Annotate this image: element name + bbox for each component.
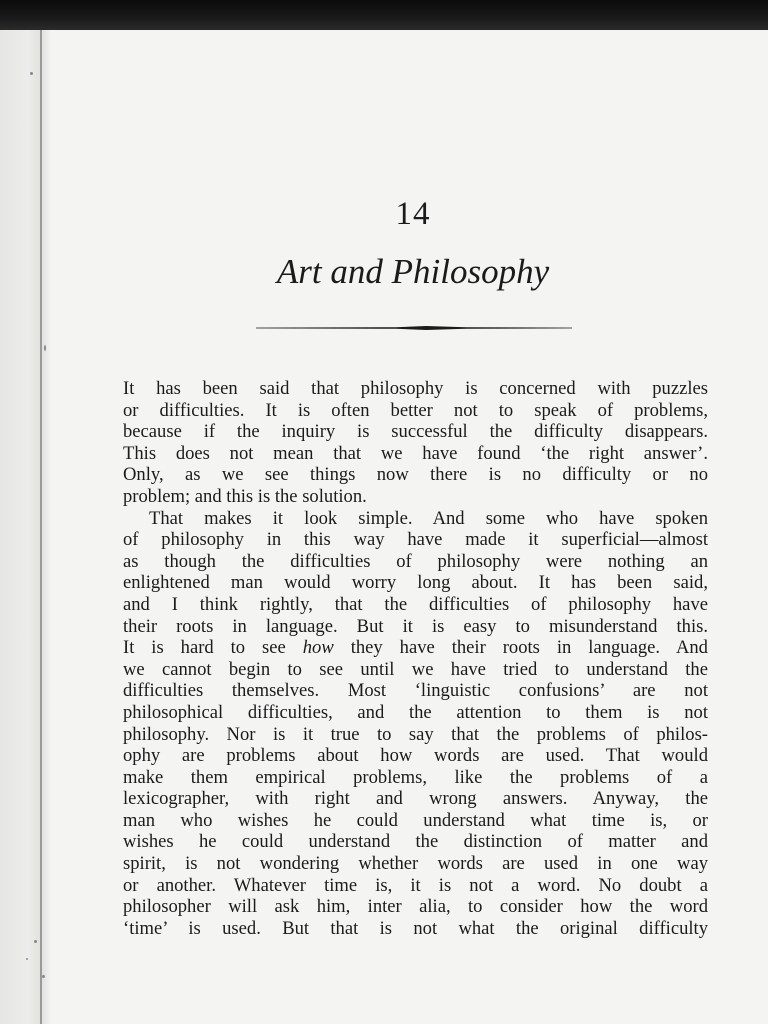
text-fragment: they have their roots in language. And [333,637,708,659]
emphasis-how: how [302,637,334,659]
text-line: problem; and this is the solution. [123,485,367,507]
book-gutter [0,30,40,1024]
text-fragment: It is hard to see [123,637,286,659]
text-line: philosopher will ask him, inter alia, to consider how the word [123,896,708,918]
chapter-title: Art and Philosophy [276,252,550,291]
text-line: make them empirical problems, like the problems of a [123,766,708,788]
text-line: This does not mean that we have found ‘the right answer’. [123,442,708,464]
text-line: wishes he could understand the distinction of matter and [123,831,708,853]
scanner-top-edge [0,0,768,30]
text-line: difficulties themselves. Most ‘linguistic confusions’ are not [123,680,708,702]
text-line: It has been said that philosophy is concerned with puzzles [123,378,708,399]
scan-speck [30,72,33,75]
paragraph-2 [123,508,708,940]
chapter-number: 14 [395,196,431,232]
text-line: man who wishes he could understand what time is, or [123,809,708,831]
text-line: because if the inquiry is successful the difficulty disappears. [123,421,708,443]
book-page [42,30,768,1024]
text-line: philosophical difficulties, and the attention to them is not [123,701,708,723]
text-line: lexicographer, with right and wrong answers. Anyway, the [123,788,708,810]
text-line: as though the difficulties of philosophy were nothing an [123,550,708,572]
text-line: and I think rightly, that the difficulties of philosophy have [123,593,708,615]
text-line: enlightened man would worry long about. It has been said, [123,572,708,594]
text-line: ‘time’ is used. But that is not what the original difficulty [123,917,708,939]
scan-speck [26,958,28,960]
text-line: or another. Whatever time is, it is not a word. No doubt a [123,874,708,896]
text-line: of philosophy in this way have made it superficial—almost [123,529,708,551]
text-line: spirit, is not wondering whether words are used in one way [123,853,708,875]
scan-speck [34,940,37,943]
paragraph-1 [123,378,708,508]
text-line: or difficulties. It is often better not to speak of problems, [123,399,708,421]
text-line: ophy are problems about how words are used. That would [123,745,708,767]
title-rule [256,326,572,330]
text-line [123,637,708,659]
body-text [123,378,708,939]
text-line: Only, as we see things now there is no difficulty or no [123,464,708,486]
text-line: That makes it look simple. And some who have spoken [149,507,708,529]
text-line: philosophy. Nor is it true to say that the problems of philos- [123,723,708,745]
text-line: their roots in language. But it is easy to misunderstand this. [123,615,708,637]
text-line: we cannot begin to see until we have tried to understand the [123,658,708,680]
